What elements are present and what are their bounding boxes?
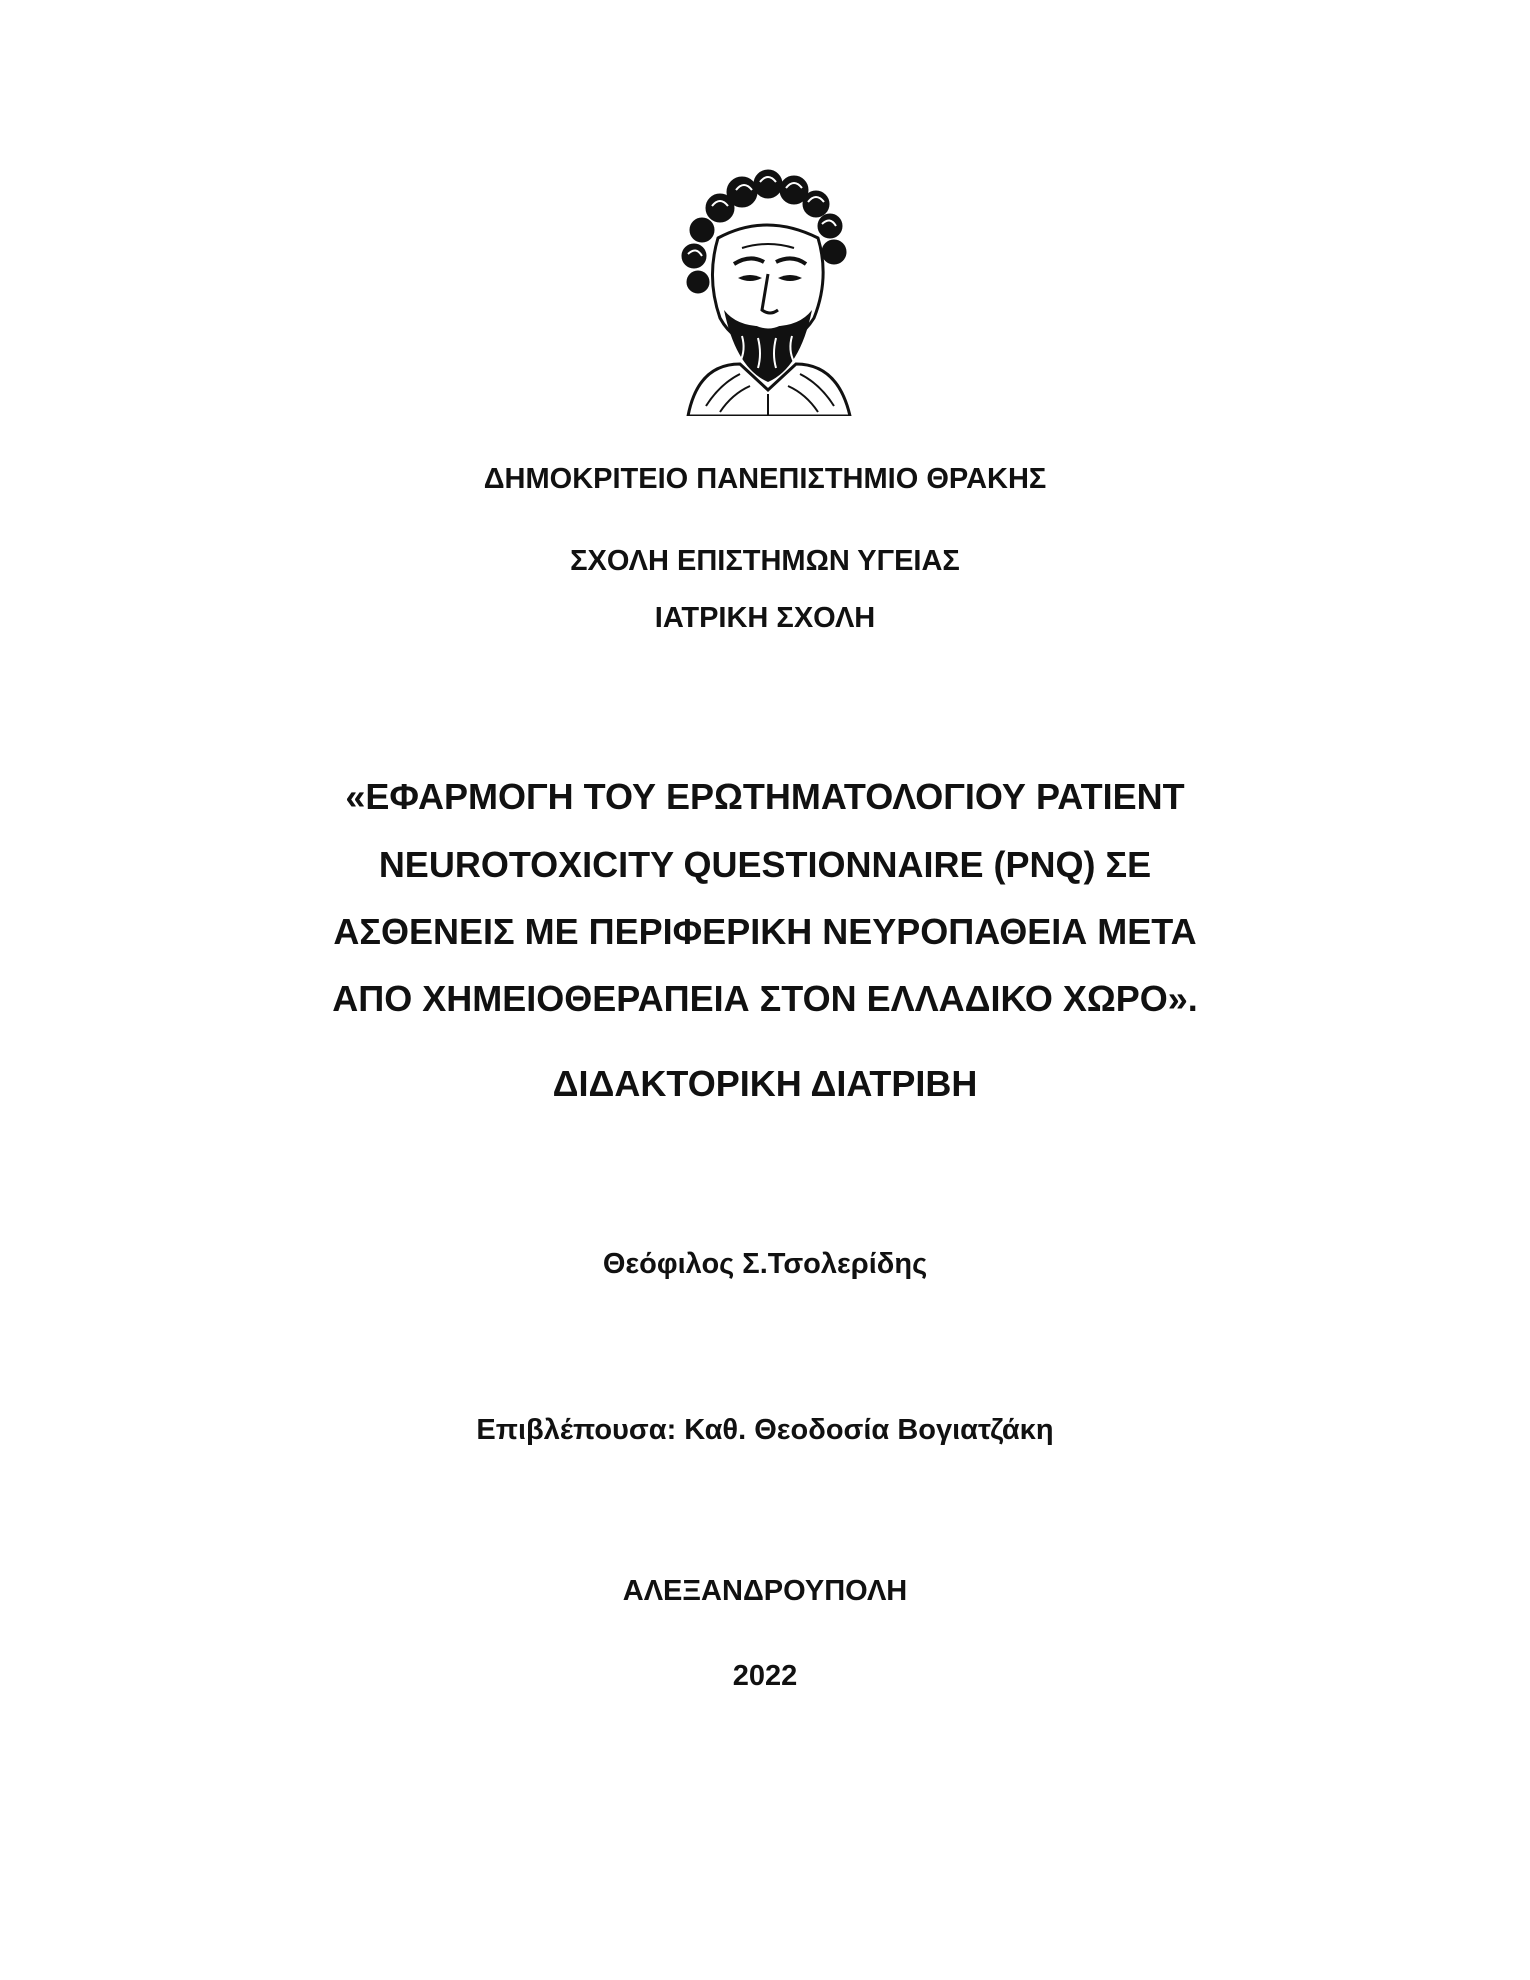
thesis-title-line: ΑΣΘΕΝΕΙΣ ΜΕ ΠΕΡΙΦΕΡΙΚΗ ΝΕΥΡΟΠΑΘΕΙΑ ΜΕΤΑ	[333, 911, 1197, 952]
city: ΑΛΕΞΑΝΔΡΟΥΠΟΛΗ	[622, 1575, 908, 1607]
thesis-title-line: ΑΠΟ ΧΗΜΕΙΟΘΕΡΑΠΕΙΑ ΣΤΟΝ ΕΛΛΑΔΙΚΟ ΧΩΡΟ».	[332, 978, 1198, 1019]
thesis-title-line: «ΕΦΑΡΜΟΓΗ ΤΟΥ ΕΡΩΤΗΜΑΤΟΛΟΓΙΟΥ PATIENT	[345, 776, 1185, 817]
university-name: ΔΗΜΟΚΡΙΤΕΙΟ ΠΑΝΕΠΙΣΤΗΜΙΟ ΘΡΑΚΗΣ	[483, 463, 1047, 495]
author-name: Θεόφιλος Σ.Τσολερίδης	[602, 1248, 928, 1280]
document-type: ΔΙΔΑΚΤΟΡΙΚΗ ΔΙΑΤΡΙΒΗ	[552, 1063, 978, 1104]
school-name: ΣΧΟΛΗ ΕΠΙΣΤΗΜΩΝ ΥΓΕΙΑΣ	[570, 545, 960, 577]
thesis-title-line: NEUROTOXICITY QUESTIONNAIRE (PNQ) ΣΕ	[378, 844, 1152, 885]
supervisor: Επιβλέπουσα: Καθ. Θεοδοσία Βογιατζάκη	[476, 1414, 1054, 1446]
year: 2022	[732, 1660, 798, 1692]
faculty-name: ΙΑΤΡΙΚΗ ΣΧΟΛΗ	[654, 602, 876, 634]
bust-portrait-icon	[658, 168, 872, 416]
